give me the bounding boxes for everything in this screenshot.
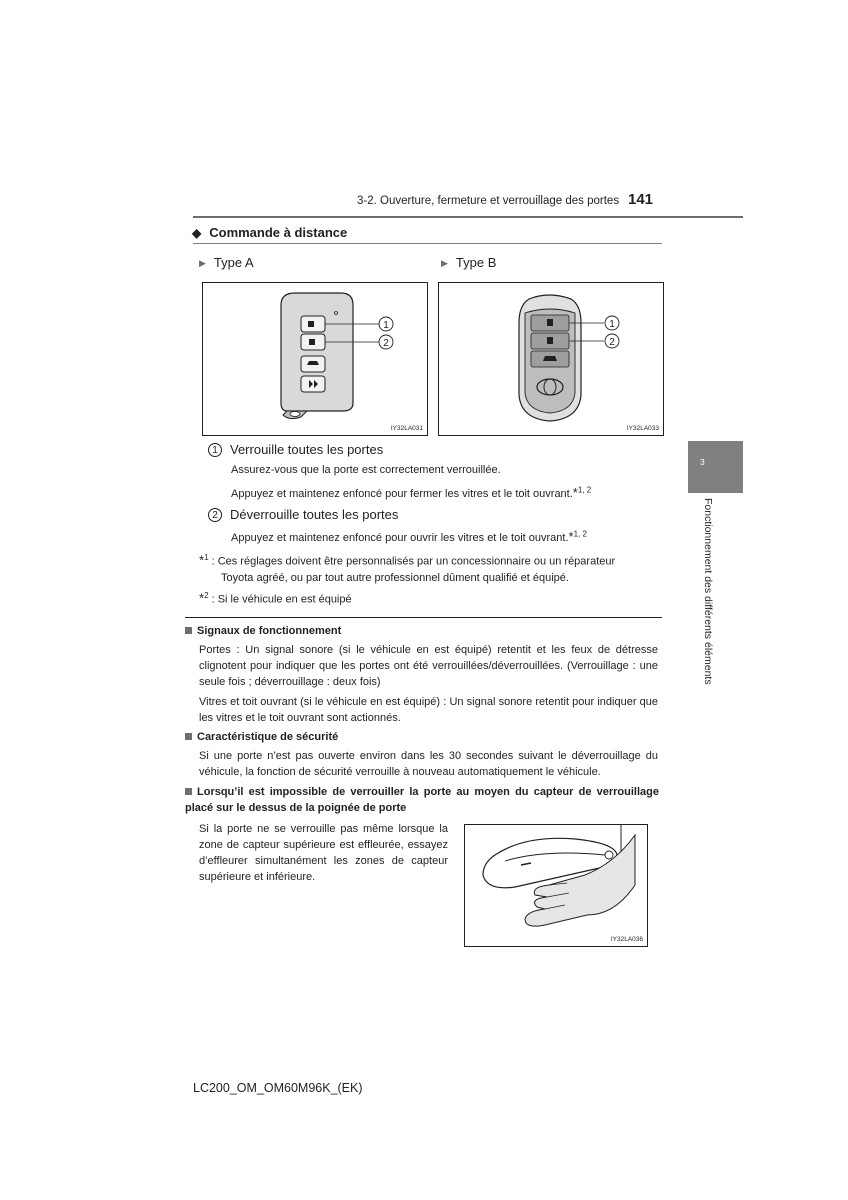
figure-door-handle — [464, 824, 648, 947]
line-text: Appuyez et maintenez enfoncé pour fermer les vitres et le toit ouvrant. — [231, 488, 573, 500]
type-a-text: Type A — [213, 255, 254, 270]
note-2-para-1: Si une porte n’est pas ouverte environ dans les 30 secondes suivant le déverrouillage du véhicule, la fonction de sécurité verrouille à nouveau automatiquement le véhicule. — [199, 750, 658, 778]
triangle-bullet-icon: ▶ — [199, 258, 206, 268]
section-rule — [193, 243, 662, 244]
heading-text: Signaux de fonctionnement — [197, 625, 342, 637]
figure-type-b — [438, 282, 664, 436]
figure-code: IY32LA031 — [390, 425, 423, 432]
smart-key-type-a-illustration — [203, 283, 427, 435]
callout-1-a: 1 — [383, 320, 389, 331]
footnote-text-2: Toyota agréé, ou par tout autre professionnel dûment qualifié et équipé. — [221, 571, 569, 584]
item-title-text: Verrouille toutes les portes — [230, 442, 384, 457]
square-bullet-icon — [185, 627, 192, 634]
page-number: 141 — [628, 191, 654, 208]
smart-key-type-b-illustration — [439, 283, 663, 435]
square-bullet-icon — [185, 788, 192, 795]
note-2-heading — [185, 731, 338, 743]
note-1-para-2: Vitres et toit ouvrant (si le véhicule en est équipé) : Un signal sonore retentit pour indiquer que les vitres et le toit ouvrant sont actionnés. — [199, 696, 658, 724]
note-marker: * — [572, 485, 578, 500]
item-1-line-2 — [231, 485, 591, 500]
triangle-bullet-icon: ▶ — [441, 258, 448, 268]
footnote-sup: 2 — [204, 591, 209, 600]
chapter-number: 3 — [700, 457, 705, 467]
figure-code: IY32LA033 — [626, 425, 659, 432]
running-header: 3-2. Ouverture, fermeture et verrouillage des portes — [357, 195, 620, 207]
heading-text: Caractéristique de sécurité — [197, 731, 339, 743]
type-b-label — [441, 255, 496, 270]
type-b-text: Type B — [455, 255, 497, 270]
footnote-text: : Ces réglages doivent être personnalisés par un concessionnaire ou un réparateur — [211, 555, 616, 568]
footnote-2 — [199, 588, 352, 608]
item-title-text: Déverrouille toutes les portes — [230, 507, 399, 522]
note-3-para-1: Si la porte ne se verrouille pas même lorsque la zone de capteur supérieure est effleurée, essayez d’effleurer simultanément les zones de capteur supérieure et inférieure. — [199, 823, 448, 883]
callout-1-b: 1 — [609, 319, 615, 330]
note-sup: 1, 2 — [573, 529, 587, 539]
footer-code: LC200_OM_OM60M96K_(EK) — [193, 1081, 363, 1095]
figure-code: IY32LA036 — [610, 936, 643, 943]
chapter-tab — [688, 441, 743, 493]
header-rule — [193, 216, 743, 218]
footnote-text: : Si le véhicule en est équipé — [211, 593, 352, 606]
item-2-line-1 — [231, 529, 587, 544]
square-bullet-icon — [185, 733, 192, 740]
callout-2-b: 2 — [609, 337, 615, 348]
section-title-text: Commande à distance — [209, 225, 348, 240]
callout-2-a: 2 — [383, 338, 389, 349]
footnote-mark: * — [199, 552, 205, 568]
heading-text: Lorsqu’il est impossible de verrouiller la porte au moyen du capteur de verrouillage placé sur le dessus de la poignée de porte — [185, 786, 659, 814]
item-2-title — [208, 507, 398, 522]
note-1-heading — [185, 625, 341, 637]
figure-type-a — [202, 282, 428, 436]
note-sup: 1, 2 — [577, 485, 592, 495]
section-divider — [185, 617, 662, 618]
type-a-label — [199, 255, 254, 270]
line-text: Appuyez et maintenez enfoncé pour ouvrir les vitres et le toit ouvrant. — [231, 532, 569, 544]
note-1-para-1: Portes : Un signal sonore (si le véhicule en est équipé) retentit et les feux de détresse clignotent pour indiquer que les portes ont été verrouillées/déverrouillées. (Verrouillage : une seule fois ; déverrouillage : deux fois) — [199, 644, 658, 688]
footnote-mark: * — [199, 590, 205, 606]
chapter-title: Fonctionnement des différents éléments — [702, 498, 714, 685]
note-3-heading — [185, 784, 659, 816]
footnote-1 — [199, 550, 669, 586]
diamond-icon: ◆ — [192, 226, 202, 240]
item-1-title — [208, 442, 383, 457]
item-1-line-1: Assurez-vous que la porte est correctement verrouillée. — [231, 464, 501, 476]
section-title — [192, 225, 347, 240]
circled-number: 2 — [208, 508, 222, 522]
footnote-sup: 1 — [204, 553, 209, 562]
circled-number: 1 — [208, 443, 222, 457]
note-marker: * — [568, 529, 574, 544]
door-handle-illustration — [465, 825, 647, 946]
